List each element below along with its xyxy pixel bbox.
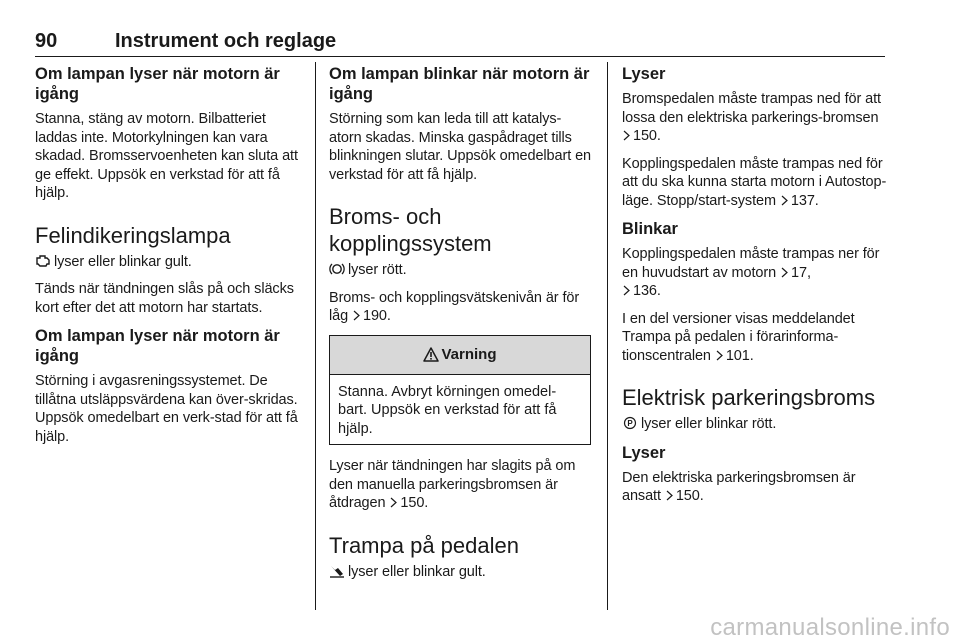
section-heading: Om lampan blinkar när motorn är igång xyxy=(329,65,590,103)
paragraph: Broms- och kopplingsvätskenivån är för låg 190. xyxy=(329,289,580,324)
svg-text:P: P xyxy=(627,419,633,428)
section-title: Elektrisk parkeringsbroms xyxy=(622,385,876,410)
engine-warning-icon xyxy=(35,254,51,268)
warning-title: Varning xyxy=(441,346,497,363)
section-heading: Blinkar xyxy=(622,220,678,238)
paragraph: I en del versioner visas meddelandet Trampa på pedalen i förarinforma-tionscentralen 101. xyxy=(622,310,855,364)
section-heading: Lyser xyxy=(622,443,666,462)
page-reference-icon xyxy=(781,195,788,206)
page-reference-icon xyxy=(716,350,723,361)
page-reference-icon xyxy=(390,497,397,508)
page-reference-icon xyxy=(781,267,788,278)
page-reference-icon xyxy=(623,130,630,141)
paragraph: Stanna, stäng av motorn. Bilbatteriet laddas inte. Motorkylningen kan vara skadad. Bromsservoenheten kan sluta att ge effekt. Uppsök en verkstad för att få hjälp. xyxy=(35,111,298,201)
paragraph: lyser eller blinkar gult. xyxy=(35,253,300,272)
paragraph: Bromspedalen måste trampas ned för att lossa den elektriska parkerings-bromsen 150. xyxy=(622,91,881,144)
column-1 xyxy=(35,64,300,455)
column-divider xyxy=(315,62,316,610)
section-heading: Om lampan lyser när motorn är igång xyxy=(35,65,280,103)
warning-box xyxy=(329,335,591,446)
header-rule xyxy=(35,56,885,57)
warning-triangle-icon xyxy=(423,347,439,362)
paragraph: Den elektriska parkeringsbromsen är ansatt 150. xyxy=(622,469,856,504)
paragraph: Kopplingspedalen måste trampas ned för att du ska kunna starta motorn i Autostop-läge. Stopp/start-system 137. xyxy=(622,155,887,209)
section-title: Felindikeringslampa xyxy=(35,222,231,248)
page-reference-icon xyxy=(353,310,360,321)
press-pedal-icon xyxy=(329,564,345,578)
paragraph: P lyser eller blinkar rött. xyxy=(622,415,888,434)
paragraph: Störning som kan leda till att katalys-atorn skadas. Minska gaspådraget tills blinkningen slutar. Uppsök omedelbart en verkstad för att få hjälp. xyxy=(329,111,591,183)
paragraph: Tänds när tändningen slås på och släcks kort efter det att motorn har startats. xyxy=(35,281,294,316)
column-2 xyxy=(329,64,591,590)
page-reference-icon xyxy=(623,285,630,296)
paragraph: Kopplingspedalen måste trampas ner för en huvudstart av motorn 17, 136. xyxy=(622,246,880,299)
warning-text: Stanna. Avbryt körningen omedel-bart. Uppsök en verkstad för att få hjälp. xyxy=(338,383,557,437)
section-title: Trampa på pedalen xyxy=(329,532,519,558)
column-divider xyxy=(607,62,608,610)
page-number: 90 xyxy=(35,30,58,52)
parking-brake-icon xyxy=(622,416,638,430)
section-heading: Lyser xyxy=(622,65,666,83)
page-title: Instrument och reglage xyxy=(115,30,337,52)
paragraph: Lyser när tändningen har slagits på om den manuella parkeringsbromsen är åtdragen 150. xyxy=(329,458,576,511)
watermark: carmanualsonline.info xyxy=(710,614,950,641)
page-reference-icon xyxy=(666,490,673,501)
section-title: Broms- och kopplingssystem xyxy=(329,204,492,256)
page-header xyxy=(35,30,885,54)
paragraph: lyser eller blinkar gult. xyxy=(329,563,591,582)
paragraph: Störning i avgasreningssystemet. De tillåtna utsläppsvärdena kan över-skridas. Uppsök omedelbart en verk-stad för att få hjälp. xyxy=(35,373,298,445)
brake-warning-icon xyxy=(329,262,345,276)
column-3 xyxy=(622,64,888,515)
paragraph: lyser rött. xyxy=(329,261,591,280)
section-heading: Om lampan lyser när motorn är igång xyxy=(35,327,280,365)
warning-header xyxy=(330,336,590,375)
